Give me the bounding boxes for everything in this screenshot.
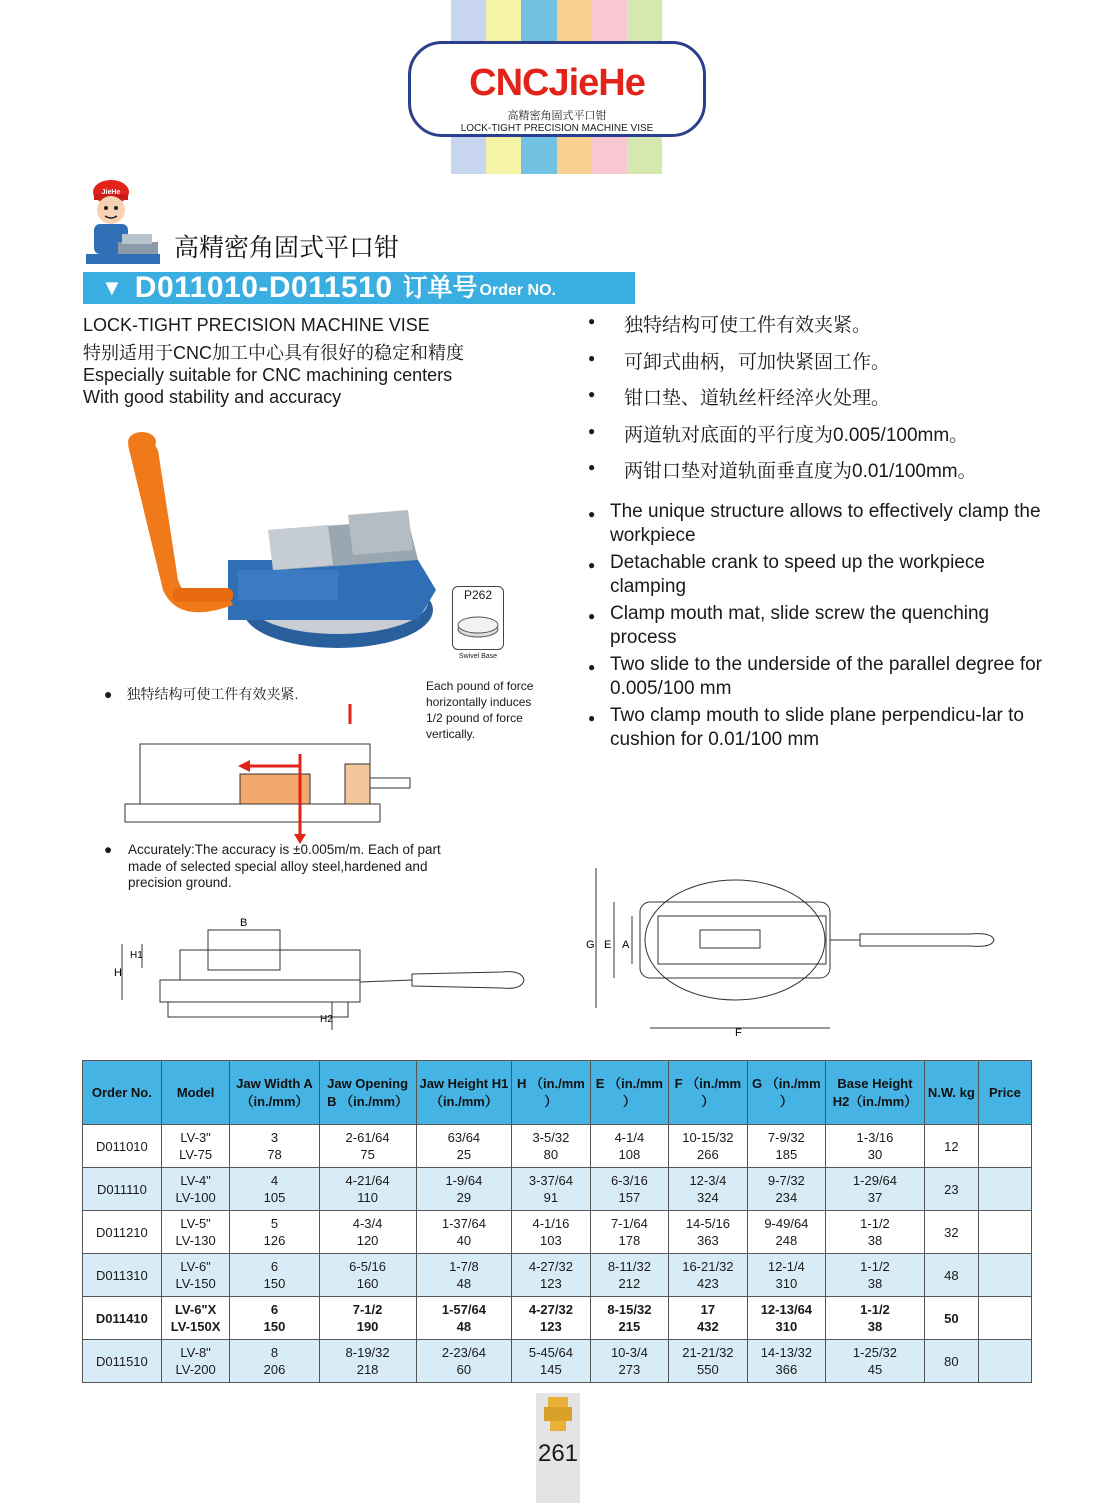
cell-e-mm: 157 [618, 1190, 641, 1205]
cell-order-no: D011010 [95, 1138, 148, 1154]
cell-h2-in: 1-1/2 [860, 1216, 890, 1231]
cell-g-in: 12-1/4 [767, 1259, 805, 1274]
table-cell [230, 1125, 319, 1168]
cell-a-mm: 105 [263, 1190, 286, 1205]
col-header: H （in./mm ） [512, 1061, 591, 1125]
cell-price [978, 1168, 1031, 1211]
table-cell [319, 1168, 416, 1211]
brand-logo [408, 41, 706, 137]
cell-h1-in: 1-57/64 [441, 1302, 486, 1317]
intro-block [83, 314, 523, 408]
feature-cn-item: ● 可卸式曲柄，可加快紧固工作。 [588, 347, 1068, 384]
logo-cnc: CNC [469, 62, 549, 104]
cell-model-in: LV-5" [180, 1216, 211, 1231]
table-cell [416, 1125, 512, 1168]
table-cell [416, 1211, 512, 1254]
cell-h1-mm: 40 [456, 1233, 472, 1248]
col-header: Price [978, 1061, 1031, 1125]
cell-a-in: 3 [270, 1130, 279, 1145]
order-range: D011010-D011510 [134, 271, 393, 304]
dim-label-h: H [114, 967, 122, 979]
table-cell [161, 1340, 230, 1383]
cell-f-mm: 363 [697, 1233, 719, 1248]
cell-model-mm: LV-150X [170, 1319, 221, 1334]
cell-f-in: 12-3/4 [689, 1173, 727, 1188]
cell-order-no: D011210 [95, 1224, 148, 1240]
table-cell [512, 1125, 591, 1168]
cell-h2-in: 1-1/2 [860, 1302, 890, 1317]
cell-h2-mm: 38 [867, 1233, 883, 1248]
table-cell [161, 1254, 230, 1297]
cell-a-in: 6 [270, 1259, 279, 1274]
features-cn [588, 310, 1068, 493]
table-row [83, 1297, 1032, 1340]
cell-a-in: 6 [270, 1302, 279, 1317]
table-cell [826, 1254, 925, 1297]
feature-en-item: ● Two slide to the underside of the parallel degree for 0.005/100 mm [588, 653, 1058, 701]
table-cell [590, 1211, 668, 1254]
order-label-cn: 订单号 [402, 274, 478, 302]
table-cell [230, 1340, 319, 1383]
table-cell [590, 1125, 668, 1168]
cell-g-mm: 366 [775, 1362, 798, 1377]
triangle-icon: ▼ [101, 275, 123, 300]
accessory-code: P262 [463, 588, 493, 602]
table-cell [669, 1254, 747, 1297]
cell-a-mm: 206 [263, 1362, 286, 1377]
table-cell [416, 1297, 512, 1340]
diagram-bullet-cn-text: 独特结构可使工件有效夹紧. [126, 686, 299, 702]
cell-weight: 48 [944, 1267, 959, 1283]
cell-h-mm: 123 [540, 1319, 562, 1334]
dim-label-h2: H2 [320, 1014, 333, 1025]
diagram-bullet-en [104, 842, 474, 892]
table-cell [924, 1297, 978, 1340]
cell-h2-mm: 30 [867, 1147, 883, 1162]
cell-model-mm: LV-200 [175, 1362, 216, 1377]
table-row [83, 1254, 1032, 1297]
table-row [83, 1168, 1032, 1211]
table-cell [590, 1254, 668, 1297]
cell-model-in: LV-8" [180, 1345, 211, 1360]
order-number-band [83, 272, 635, 304]
table-cell [590, 1297, 668, 1340]
cell-b-mm: 110 [357, 1190, 378, 1205]
cell-b-in: 6-5/16 [349, 1259, 387, 1274]
cell-a-in: 4 [270, 1173, 279, 1188]
cell-f-in: 21-21/32 [682, 1345, 734, 1360]
cell-f-in: 10-15/32 [682, 1130, 734, 1145]
force-note: Each pound of force horizontally induces 1/2 pound of force vertically. [426, 679, 534, 741]
vise-product-image [118, 420, 438, 660]
col-header: F （in./mm ） [669, 1061, 747, 1125]
cell-g-in: 9-49/64 [764, 1216, 809, 1231]
spec-table [82, 1060, 1032, 1383]
table-cell [512, 1297, 591, 1340]
col-header: Order No. [83, 1061, 162, 1125]
cell-h-in: 5-45/64 [528, 1345, 573, 1360]
cell-a-mm: 150 [263, 1276, 286, 1291]
cell-g-in: 12-13/64 [760, 1302, 813, 1317]
cell-b-in: 4-3/4 [352, 1216, 383, 1231]
cell-a-mm: 150 [263, 1319, 286, 1334]
cell-h2-in: 1-25/32 [852, 1345, 898, 1360]
table-cell [512, 1211, 591, 1254]
top-view-drawing [580, 868, 1000, 1048]
table-cell [83, 1254, 162, 1297]
table-cell [826, 1125, 925, 1168]
col-header: G （in./mm ） [747, 1061, 825, 1125]
cell-price [978, 1254, 1031, 1297]
table-cell [590, 1168, 668, 1211]
cell-h1-in: 2-23/64 [441, 1345, 486, 1360]
table-cell [747, 1211, 825, 1254]
intro-desc-cn: 特别适用于CNC加工中心具有很好的稳定和精度 [83, 343, 464, 363]
table-cell [230, 1254, 319, 1297]
cell-h2-mm: 37 [867, 1190, 883, 1205]
cell-g-mm: 185 [775, 1147, 798, 1162]
cell-model-mm: LV-100 [175, 1190, 216, 1205]
cell-h-in: 4-27/32 [528, 1302, 573, 1317]
cell-h1-in: 1-7/8 [449, 1259, 479, 1274]
col-header: Jaw Width A （in./mm） [230, 1061, 319, 1125]
cell-b-in: 8-19/32 [345, 1345, 390, 1360]
table-cell [512, 1168, 591, 1211]
cell-h1-mm: 48 [456, 1319, 472, 1334]
cell-order-no: D011410 [95, 1310, 148, 1326]
cell-b-in: 7-1/2 [352, 1302, 383, 1317]
table-cell [669, 1340, 747, 1383]
cell-b-in: 4-21/64 [345, 1173, 390, 1188]
vise-emblem-icon [540, 1395, 576, 1433]
table-cell [319, 1340, 416, 1383]
table-cell [669, 1168, 747, 1211]
cell-f-mm: 423 [697, 1276, 719, 1291]
dim-label-e: E [604, 939, 612, 951]
dim-label-b: B [240, 917, 248, 929]
clamping-section-diagram [120, 694, 420, 844]
mascot-icon [78, 172, 164, 272]
cell-h2-in: 1-3/16 [856, 1130, 894, 1145]
cell-e-in: 8-15/32 [607, 1302, 652, 1317]
table-cell [83, 1340, 162, 1383]
bullet-icon: ● [104, 686, 113, 702]
cell-f-in: 14-5/16 [685, 1216, 730, 1231]
table-cell [416, 1168, 512, 1211]
cell-price [978, 1340, 1031, 1383]
cell-h1-mm: 48 [456, 1276, 472, 1291]
dim-label-g: G [586, 939, 595, 951]
table-cell [319, 1297, 416, 1340]
cell-h2-mm: 38 [867, 1276, 883, 1291]
accessory-label: Swivel Base [458, 653, 498, 660]
table-cell [669, 1125, 747, 1168]
cell-g-in: 14-13/32 [760, 1345, 813, 1360]
cell-weight: 12 [944, 1138, 959, 1154]
cell-h-mm: 91 [543, 1190, 559, 1205]
table-cell [512, 1254, 591, 1297]
intro-desc-en-1: Especially suitable for CNC machining centers [83, 365, 453, 385]
cell-g-mm: 248 [775, 1233, 798, 1248]
intro-title-en: LOCK-TIGHT PRECISION MACHINE VISE [83, 315, 430, 335]
cell-h-mm: 123 [540, 1276, 562, 1291]
table-cell [416, 1254, 512, 1297]
cell-f-in: 17 [700, 1302, 716, 1317]
table-cell [230, 1211, 319, 1254]
table-cell [83, 1297, 162, 1340]
cell-model-in: LV-6"X [174, 1302, 217, 1317]
table-cell [319, 1211, 416, 1254]
table-cell [924, 1168, 978, 1211]
cell-h-in: 4-1/16 [532, 1216, 570, 1231]
cell-b-mm: 218 [356, 1362, 379, 1377]
col-header: Jaw Opening B （in./mm） [319, 1061, 416, 1125]
cell-h-mm: 80 [543, 1147, 559, 1162]
feature-cn-item: ● 独特结构可使工件有效夹紧。 [588, 310, 1068, 347]
table-cell [747, 1297, 825, 1340]
table-cell [747, 1168, 825, 1211]
logo-jiehe: JieHe [548, 62, 645, 104]
feature-en-item: ● The unique structure allows to effectively clamp the workpiece [588, 500, 1058, 548]
table-header-row [83, 1061, 1032, 1125]
feature-en-item: ● Detachable crank to speed up the workpiece clamping [588, 551, 1058, 599]
table-row [83, 1211, 1032, 1254]
feature-cn-item: ● 两道轨对底面的平行度为0.005/100mm。 [588, 420, 1068, 457]
feature-cn-item: ● 两钳口垫对道轨面垂直度为0.01/100mm。 [588, 456, 1068, 493]
cell-a-mm: 78 [267, 1147, 282, 1162]
table-cell [83, 1125, 162, 1168]
dim-label-a: A [622, 939, 630, 951]
col-header: Model [161, 1061, 230, 1125]
col-header: N.W. kg [924, 1061, 978, 1125]
table-row [83, 1125, 1032, 1168]
cell-f-in: 16-21/32 [682, 1259, 734, 1274]
page-title: 高精密角固式平口钳 [174, 234, 400, 262]
cell-model-mm: LV-150 [175, 1276, 216, 1291]
table-cell [669, 1297, 747, 1340]
dim-label-f: F [735, 1027, 742, 1039]
cell-g-in: 9-7/32 [767, 1173, 805, 1188]
col-header: E （in./mm ） [590, 1061, 668, 1125]
cell-model-mm: LV-130 [175, 1233, 216, 1248]
intro-desc-en-2: With good stability and accuracy [83, 387, 342, 407]
cell-g-mm: 310 [775, 1276, 798, 1291]
cell-e-mm: 108 [618, 1147, 641, 1162]
table-cell [924, 1254, 978, 1297]
cell-e-mm: 215 [618, 1319, 641, 1334]
cell-weight: 32 [944, 1224, 959, 1240]
table-cell [230, 1297, 319, 1340]
table-cell [924, 1211, 978, 1254]
cell-model-in: LV-6" [180, 1259, 211, 1274]
table-cell [161, 1168, 230, 1211]
cell-e-mm: 178 [618, 1233, 641, 1248]
table-cell [83, 1211, 162, 1254]
cell-h-mm: 103 [540, 1233, 562, 1248]
cell-e-in: 8-11/32 [607, 1259, 651, 1274]
table-cell [826, 1168, 925, 1211]
cell-weight: 23 [944, 1181, 959, 1197]
cell-h2-in: 1-29/64 [852, 1173, 898, 1188]
table-cell [319, 1254, 416, 1297]
cell-h-in: 3-5/32 [532, 1130, 570, 1145]
cell-price [978, 1297, 1031, 1340]
table-cell [161, 1297, 230, 1340]
logo-subtitle-cn: 高精密角固式平口钳 [507, 110, 607, 122]
side-view-drawing [112, 910, 532, 1035]
cell-h1-mm: 60 [456, 1362, 472, 1377]
cell-model-in: LV-3" [180, 1130, 211, 1145]
cell-h1-in: 1-37/64 [441, 1216, 486, 1231]
logo-subtitle-en: LOCK-TIGHT PRECISION MACHINE VISE [460, 123, 654, 134]
feature-en-item: ● Two clamp mouth to slide plane perpendicu-lar to cushion for 0.01/100 mm [588, 704, 1058, 752]
cell-price [978, 1211, 1031, 1254]
feature-en-item: ● Clamp mouth mat, slide screw the quenching process [588, 602, 1058, 650]
cell-order-no: D011110 [96, 1181, 147, 1197]
cell-a-in: 8 [270, 1345, 279, 1360]
cell-e-in: 7-1/64 [610, 1216, 648, 1231]
page-number: 261 [537, 1440, 579, 1467]
order-label-en: Order NO. [479, 282, 556, 299]
cell-g-in: 7-9/32 [767, 1130, 805, 1145]
table-cell [924, 1125, 978, 1168]
cell-order-no: D011510 [95, 1353, 148, 1369]
col-header: Jaw Height H1 （in./mm） [416, 1061, 512, 1125]
table-cell [83, 1168, 162, 1211]
cell-model-in: LV-4" [180, 1173, 211, 1188]
cell-e-mm: 212 [618, 1276, 641, 1291]
cell-e-mm: 273 [618, 1362, 641, 1377]
feature-cn-item: ● 钳口垫、道轨丝杆经淬火处理。 [588, 383, 1068, 420]
bullet-icon: ● [104, 842, 113, 857]
table-cell [747, 1254, 825, 1297]
cell-h2-mm: 45 [867, 1362, 883, 1377]
logo-wordmark [411, 62, 703, 105]
table-cell [161, 1211, 230, 1254]
dim-label-h1: H1 [130, 950, 143, 961]
table-cell [826, 1211, 925, 1254]
cell-weight: 50 [944, 1310, 959, 1326]
cell-f-mm: 266 [697, 1147, 719, 1162]
diagram-bullet-en-text: Accurately:The accuracy is ±0.005m/m. Each of part made of selected special alloy steel,hardened and precision ground. [128, 842, 441, 890]
table-cell [747, 1340, 825, 1383]
cell-f-mm: 324 [697, 1190, 719, 1205]
cell-b-mm: 160 [356, 1276, 379, 1291]
cell-e-in: 6-3/16 [610, 1173, 648, 1188]
col-header: Base Height H2（in./mm） [826, 1061, 925, 1125]
svg-text:JieHe: JieHe [101, 189, 121, 196]
cell-a-in: 5 [270, 1216, 279, 1231]
cell-price [978, 1125, 1031, 1168]
cell-model-mm: LV-75 [179, 1147, 213, 1162]
table-cell [416, 1340, 512, 1383]
table-cell [669, 1211, 747, 1254]
table-cell [161, 1125, 230, 1168]
cell-g-mm: 310 [775, 1319, 798, 1334]
table-cell [319, 1125, 416, 1168]
cell-e-in: 10-3/4 [610, 1345, 648, 1360]
cell-b-mm: 75 [360, 1147, 375, 1162]
table-row [83, 1340, 1032, 1383]
cell-f-mm: 432 [697, 1319, 719, 1334]
features-en [588, 500, 1058, 755]
table-cell [924, 1340, 978, 1383]
cell-b-in: 2-61/64 [345, 1130, 390, 1145]
cell-h2-mm: 38 [867, 1319, 883, 1334]
cell-f-mm: 550 [697, 1362, 719, 1377]
cell-b-mm: 120 [356, 1233, 379, 1248]
table-cell [512, 1340, 591, 1383]
cell-h1-mm: 29 [456, 1190, 472, 1205]
cell-a-mm: 126 [263, 1233, 286, 1248]
table-cell [826, 1340, 925, 1383]
table-cell [747, 1125, 825, 1168]
cell-b-mm: 190 [356, 1319, 379, 1334]
table-cell [230, 1168, 319, 1211]
cell-e-in: 4-1/4 [614, 1130, 645, 1145]
cell-order-no: D011310 [95, 1267, 148, 1283]
table-cell [826, 1297, 925, 1340]
cell-h-in: 4-27/32 [528, 1259, 573, 1274]
cell-h-in: 3-37/64 [528, 1173, 573, 1188]
cell-h1-in: 1-9/64 [445, 1173, 483, 1188]
cell-weight: 80 [944, 1353, 959, 1369]
cell-g-mm: 234 [775, 1190, 798, 1205]
table-cell [590, 1340, 668, 1383]
cell-h2-in: 1-1/2 [860, 1259, 890, 1274]
cell-h1-mm: 25 [456, 1147, 472, 1162]
cell-h-mm: 145 [540, 1362, 562, 1377]
cell-h1-in: 63/64 [447, 1130, 481, 1145]
